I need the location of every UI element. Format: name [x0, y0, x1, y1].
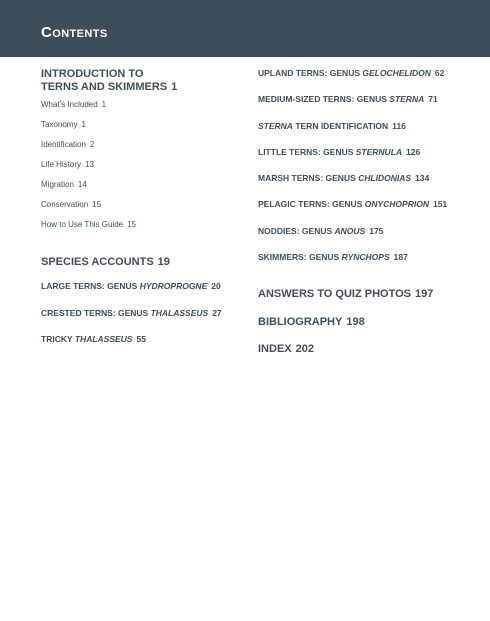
toc-entry-label: How to Use This Guide — [41, 220, 124, 229]
toc-entry-page: 1 — [81, 120, 86, 129]
toc-entry-label: What's Included — [41, 100, 98, 109]
toc-entry-label: SPECIES ACCOUNTS — [41, 256, 154, 268]
toc-entry-large-terns[interactable]: LARGE TERNS: GENUS HYDROPROGNE 20 — [41, 281, 221, 291]
toc-entry-life-history[interactable] — [41, 160, 94, 169]
toc-entry-page: 126 — [406, 147, 421, 157]
toc-entry-introduction[interactable] — [41, 68, 177, 94]
toc-entry-bibliography[interactable] — [258, 316, 365, 329]
toc-entry-page: 202 — [295, 343, 314, 355]
toc-entry-page: 2 — [89, 140, 95, 149]
toc-entry-crested-terns[interactable]: CRESTED TERNS: GENUS THALASSEUS 27 — [41, 308, 222, 318]
toc-entry-page: 151 — [432, 199, 448, 209]
toc-entry-page: 197 — [415, 288, 434, 300]
toc-entry-label: BIBLIOGRAPHY — [258, 316, 343, 328]
toc-entry-label: INDEX — [258, 343, 292, 355]
toc-entry-taxonomy[interactable] — [41, 120, 86, 129]
toc-entry-marsh-terns[interactable]: MARSH TERNS: GENUS CHLIDONIAS 134 — [258, 173, 430, 183]
toc-entry-identification[interactable] — [41, 140, 94, 149]
toc-entry-label: INTRODUCTION TO — [41, 68, 144, 80]
toc-entry-page: 27 — [212, 308, 222, 318]
page-title: Contents — [41, 24, 108, 41]
toc-entry-label: Taxonomy — [41, 120, 78, 129]
toc-entry-page: 55 — [136, 334, 146, 344]
toc-entry-pelagic-terns[interactable]: PELAGIC TERNS: GENUS ONYCHOPRION 151 — [258, 199, 448, 209]
toc-entry-label: Identification — [41, 140, 86, 149]
toc-entry-page: 187 — [393, 252, 408, 262]
toc-entry-index[interactable] — [258, 343, 314, 356]
toc-entry-page: 1 — [171, 81, 178, 93]
toc-entry-page: 198 — [346, 316, 365, 328]
toc-entry-page: 134 — [415, 173, 430, 183]
toc-entry-label: TERNS AND SKIMMERS — [41, 81, 168, 93]
toc-entry-page: 71 — [428, 94, 438, 104]
toc-entry-page: 13 — [85, 160, 94, 169]
toc-entry-noddies[interactable]: NODDIES: GENUS ANOUS 175 — [258, 226, 384, 236]
toc-entry-medium-sized-terns[interactable]: MEDIUM-SIZED TERNS: GENUS STERNA 71 — [258, 94, 438, 104]
toc-entry-page: 1 — [101, 100, 107, 109]
toc-entry-label: ANSWERS TO QUIZ PHOTOS — [258, 288, 411, 300]
toc-entry-species-accounts[interactable] — [41, 256, 170, 269]
toc-entry-skimmers[interactable]: SKIMMERS: GENUS RYNCHOPS 187 — [258, 252, 408, 262]
toc-entry-label: Migration — [41, 180, 74, 189]
toc-entry-whats-included[interactable] — [41, 100, 106, 109]
toc-entry-page: 62 — [434, 68, 445, 78]
toc-entry-answers[interactable] — [258, 288, 433, 301]
contents-header — [0, 0, 490, 57]
toc-entry-label: Conservation — [41, 200, 89, 209]
toc-entry-page: 175 — [369, 226, 384, 236]
toc-entry-sterna-identification[interactable]: STERNA TERN IDENTIFICATION 116 — [258, 121, 406, 131]
toc-entry-tricky-thalasseus[interactable]: TRICKY THALASSEUS 55 — [41, 334, 146, 344]
toc-entry-page: 15 — [92, 200, 102, 209]
toc-entry-page: 14 — [77, 180, 87, 189]
toc-entry-page: 116 — [392, 121, 406, 131]
toc-entry-page: 20 — [211, 281, 221, 291]
toc-entry-label: Life History — [41, 160, 82, 169]
toc-entry-migration[interactable] — [41, 180, 87, 189]
toc-entry-little-terns[interactable]: LITTLE TERNS: GENUS STERNULA 126 — [258, 147, 421, 157]
toc-entry-how-to-use[interactable] — [41, 220, 136, 229]
toc-entry-page: 15 — [127, 220, 137, 229]
toc-entry-upland-terns[interactable]: UPLAND TERNS: GENUS GELOCHELIDON 62 — [258, 68, 445, 78]
toc-entry-page: 19 — [157, 256, 170, 268]
toc-entry-conservation[interactable] — [41, 200, 101, 209]
